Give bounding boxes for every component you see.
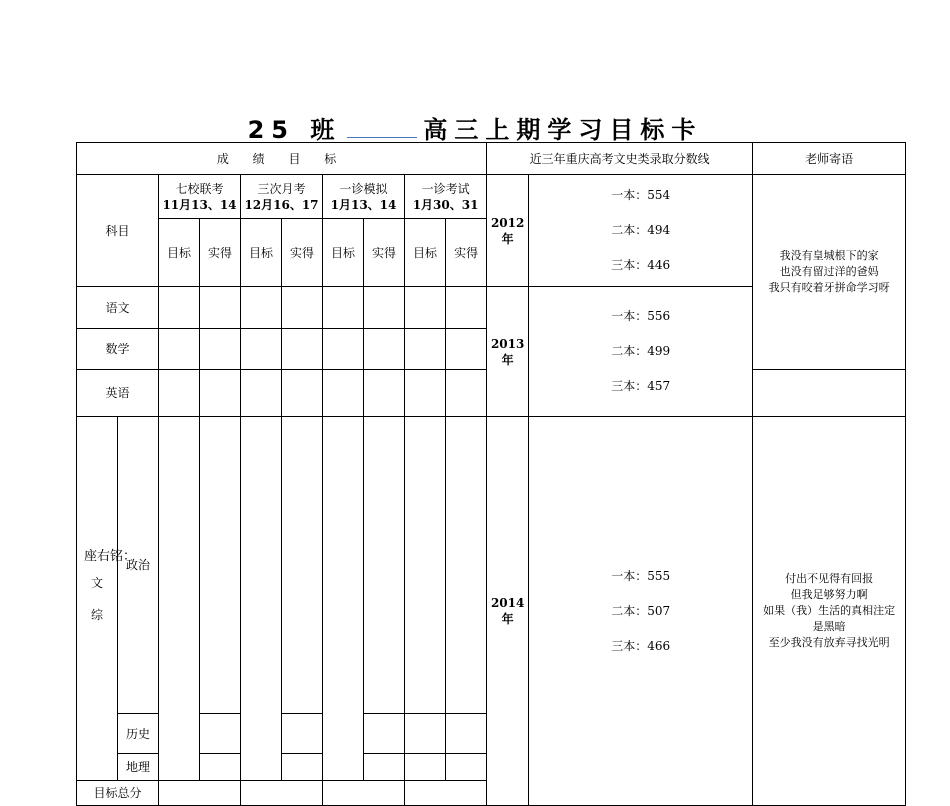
subject-label: 英语 [77, 370, 159, 417]
score-cell[interactable] [200, 329, 241, 370]
subject-label: 历史 [118, 714, 159, 754]
score-cell[interactable] [446, 754, 487, 781]
score-cell[interactable] [159, 287, 200, 329]
score-cell[interactable] [282, 287, 323, 329]
score-cell[interactable] [446, 287, 487, 329]
score-cell[interactable] [323, 370, 364, 417]
teacher-message-3 [753, 417, 906, 806]
score-cell[interactable] [446, 714, 487, 754]
wenzong-bottom: 综 [90, 607, 103, 622]
score-cell[interactable] [282, 329, 323, 370]
score-cell[interactable] [241, 329, 282, 370]
scores-2012 [529, 175, 753, 287]
page-title [0, 110, 950, 145]
score-cell[interactable] [446, 417, 487, 714]
message-line: 是黑暗 [812, 620, 846, 633]
title-class: 25 班 [247, 116, 342, 144]
score-cell[interactable] [159, 329, 200, 370]
goals-header: 成 绩 目 标 [77, 143, 487, 175]
score-cell[interactable] [323, 329, 364, 370]
total-cell[interactable] [323, 781, 405, 806]
score-cell[interactable] [446, 329, 487, 370]
year-unit: 年 [501, 231, 514, 246]
year-unit: 年 [501, 352, 514, 367]
subject-label: 地理 [118, 754, 159, 781]
motto-label: 座右铭： [84, 549, 137, 564]
year-2014 [487, 417, 529, 806]
score-cell[interactable] [200, 417, 241, 714]
score-line: 三本：446 [611, 258, 671, 272]
title-main: 高三上期学习目标卡 [423, 116, 703, 144]
exam-date: 1月13、14 [330, 197, 397, 212]
score-cell[interactable] [405, 287, 446, 329]
score-line: 三本：466 [611, 638, 671, 653]
target-label: 目标 [241, 219, 282, 287]
subject-row-politics [77, 417, 906, 714]
wenzong-label [77, 417, 118, 781]
teacher-header: 老师寄语 [753, 143, 906, 175]
score-cell[interactable] [364, 329, 405, 370]
year-2013 [487, 287, 529, 417]
actual-label: 实得 [200, 219, 241, 287]
score-cell-merged[interactable] [159, 417, 200, 781]
total-label: 目标总分 [77, 781, 159, 806]
score-line: 三本：457 [611, 379, 671, 393]
score-cell[interactable] [200, 754, 241, 781]
message-line: 如果（我）生活的真相注定 [763, 604, 896, 617]
score-line: 一本：554 [611, 188, 671, 202]
score-cell[interactable] [405, 370, 446, 417]
message-line: 我只有咬着牙拼命学习呀 [768, 281, 890, 294]
exam-4 [405, 175, 487, 219]
message-line: 付出不见得有回报 [785, 572, 874, 585]
exam-2 [241, 175, 323, 219]
score-cell-merged[interactable] [241, 417, 282, 781]
score-line: 二本：494 [611, 223, 671, 237]
message-line: 至少我没有放弃寻找光明 [768, 636, 890, 649]
exam-name: 一诊考试 [421, 181, 470, 196]
score-cell[interactable] [282, 754, 323, 781]
score-line: 一本：556 [611, 309, 671, 323]
title-blank [347, 117, 417, 138]
score-cell[interactable] [364, 287, 405, 329]
target-label: 目标 [323, 219, 364, 287]
score-cell[interactable] [364, 754, 405, 781]
score-cell[interactable] [405, 329, 446, 370]
scores-2014 [529, 417, 753, 806]
message-line: 但我足够努力啊 [790, 588, 868, 601]
score-cell[interactable] [282, 370, 323, 417]
actual-label: 实得 [282, 219, 323, 287]
score-line: 一本：555 [611, 568, 671, 583]
year-number: 2014 [490, 596, 525, 610]
year-2012 [487, 175, 529, 287]
subject-label: 政治 [118, 417, 159, 714]
goal-card-table [76, 142, 906, 806]
actual-label: 实得 [446, 219, 487, 287]
target-label: 目标 [405, 219, 446, 287]
actual-label: 实得 [364, 219, 405, 287]
target-label: 目标 [159, 219, 200, 287]
score-cell[interactable] [282, 417, 323, 714]
header-row [77, 143, 906, 175]
score-cell[interactable] [323, 287, 364, 329]
year-unit: 年 [501, 612, 514, 626]
score-cell[interactable] [405, 714, 446, 754]
exam-date: 12月16、17 [244, 197, 319, 212]
score-cell[interactable] [364, 417, 405, 714]
score-cell[interactable] [282, 714, 323, 754]
subject-label: 语文 [77, 287, 159, 329]
score-cell[interactable] [200, 287, 241, 329]
message-line: 也没有留过洋的爸妈 [779, 265, 879, 278]
score-line: 二本：499 [611, 344, 671, 358]
score-cell[interactable] [241, 287, 282, 329]
score-cell[interactable] [200, 714, 241, 754]
score-cell-merged[interactable] [323, 417, 364, 781]
year-number: 2012 [490, 215, 525, 230]
exam-date: 11月13、14 [162, 197, 237, 212]
score-cell[interactable] [159, 370, 200, 417]
score-cell[interactable] [446, 370, 487, 417]
exam-row [77, 175, 906, 219]
exam-name: 三次月考 [257, 181, 306, 196]
subject-label: 数学 [77, 329, 159, 370]
wenzong-top: 文 [90, 575, 103, 590]
score-cell[interactable] [241, 370, 282, 417]
exam-date: 1月30、31 [412, 197, 479, 212]
score-cell[interactable] [364, 714, 405, 754]
exam-1 [159, 175, 241, 219]
exam-name: 一诊模拟 [339, 181, 388, 196]
message-line: 我没有皇城根下的家 [779, 249, 879, 262]
score-cell[interactable] [364, 370, 405, 417]
exam-name: 七校联考 [175, 181, 224, 196]
score-cell[interactable] [405, 417, 446, 714]
scores-header: 近三年重庆高考文史类录取分数线 [487, 143, 753, 175]
teacher-message-1 [753, 175, 906, 370]
score-line: 二本：507 [611, 603, 671, 618]
total-cell[interactable] [405, 781, 487, 806]
year-number: 2013 [490, 336, 525, 351]
total-cell[interactable] [241, 781, 323, 806]
exam-3 [323, 175, 405, 219]
score-cell[interactable] [405, 754, 446, 781]
subject-header: 科目 [77, 175, 159, 287]
total-cell[interactable] [159, 781, 241, 806]
score-cell[interactable] [200, 370, 241, 417]
scores-2013 [529, 287, 753, 417]
